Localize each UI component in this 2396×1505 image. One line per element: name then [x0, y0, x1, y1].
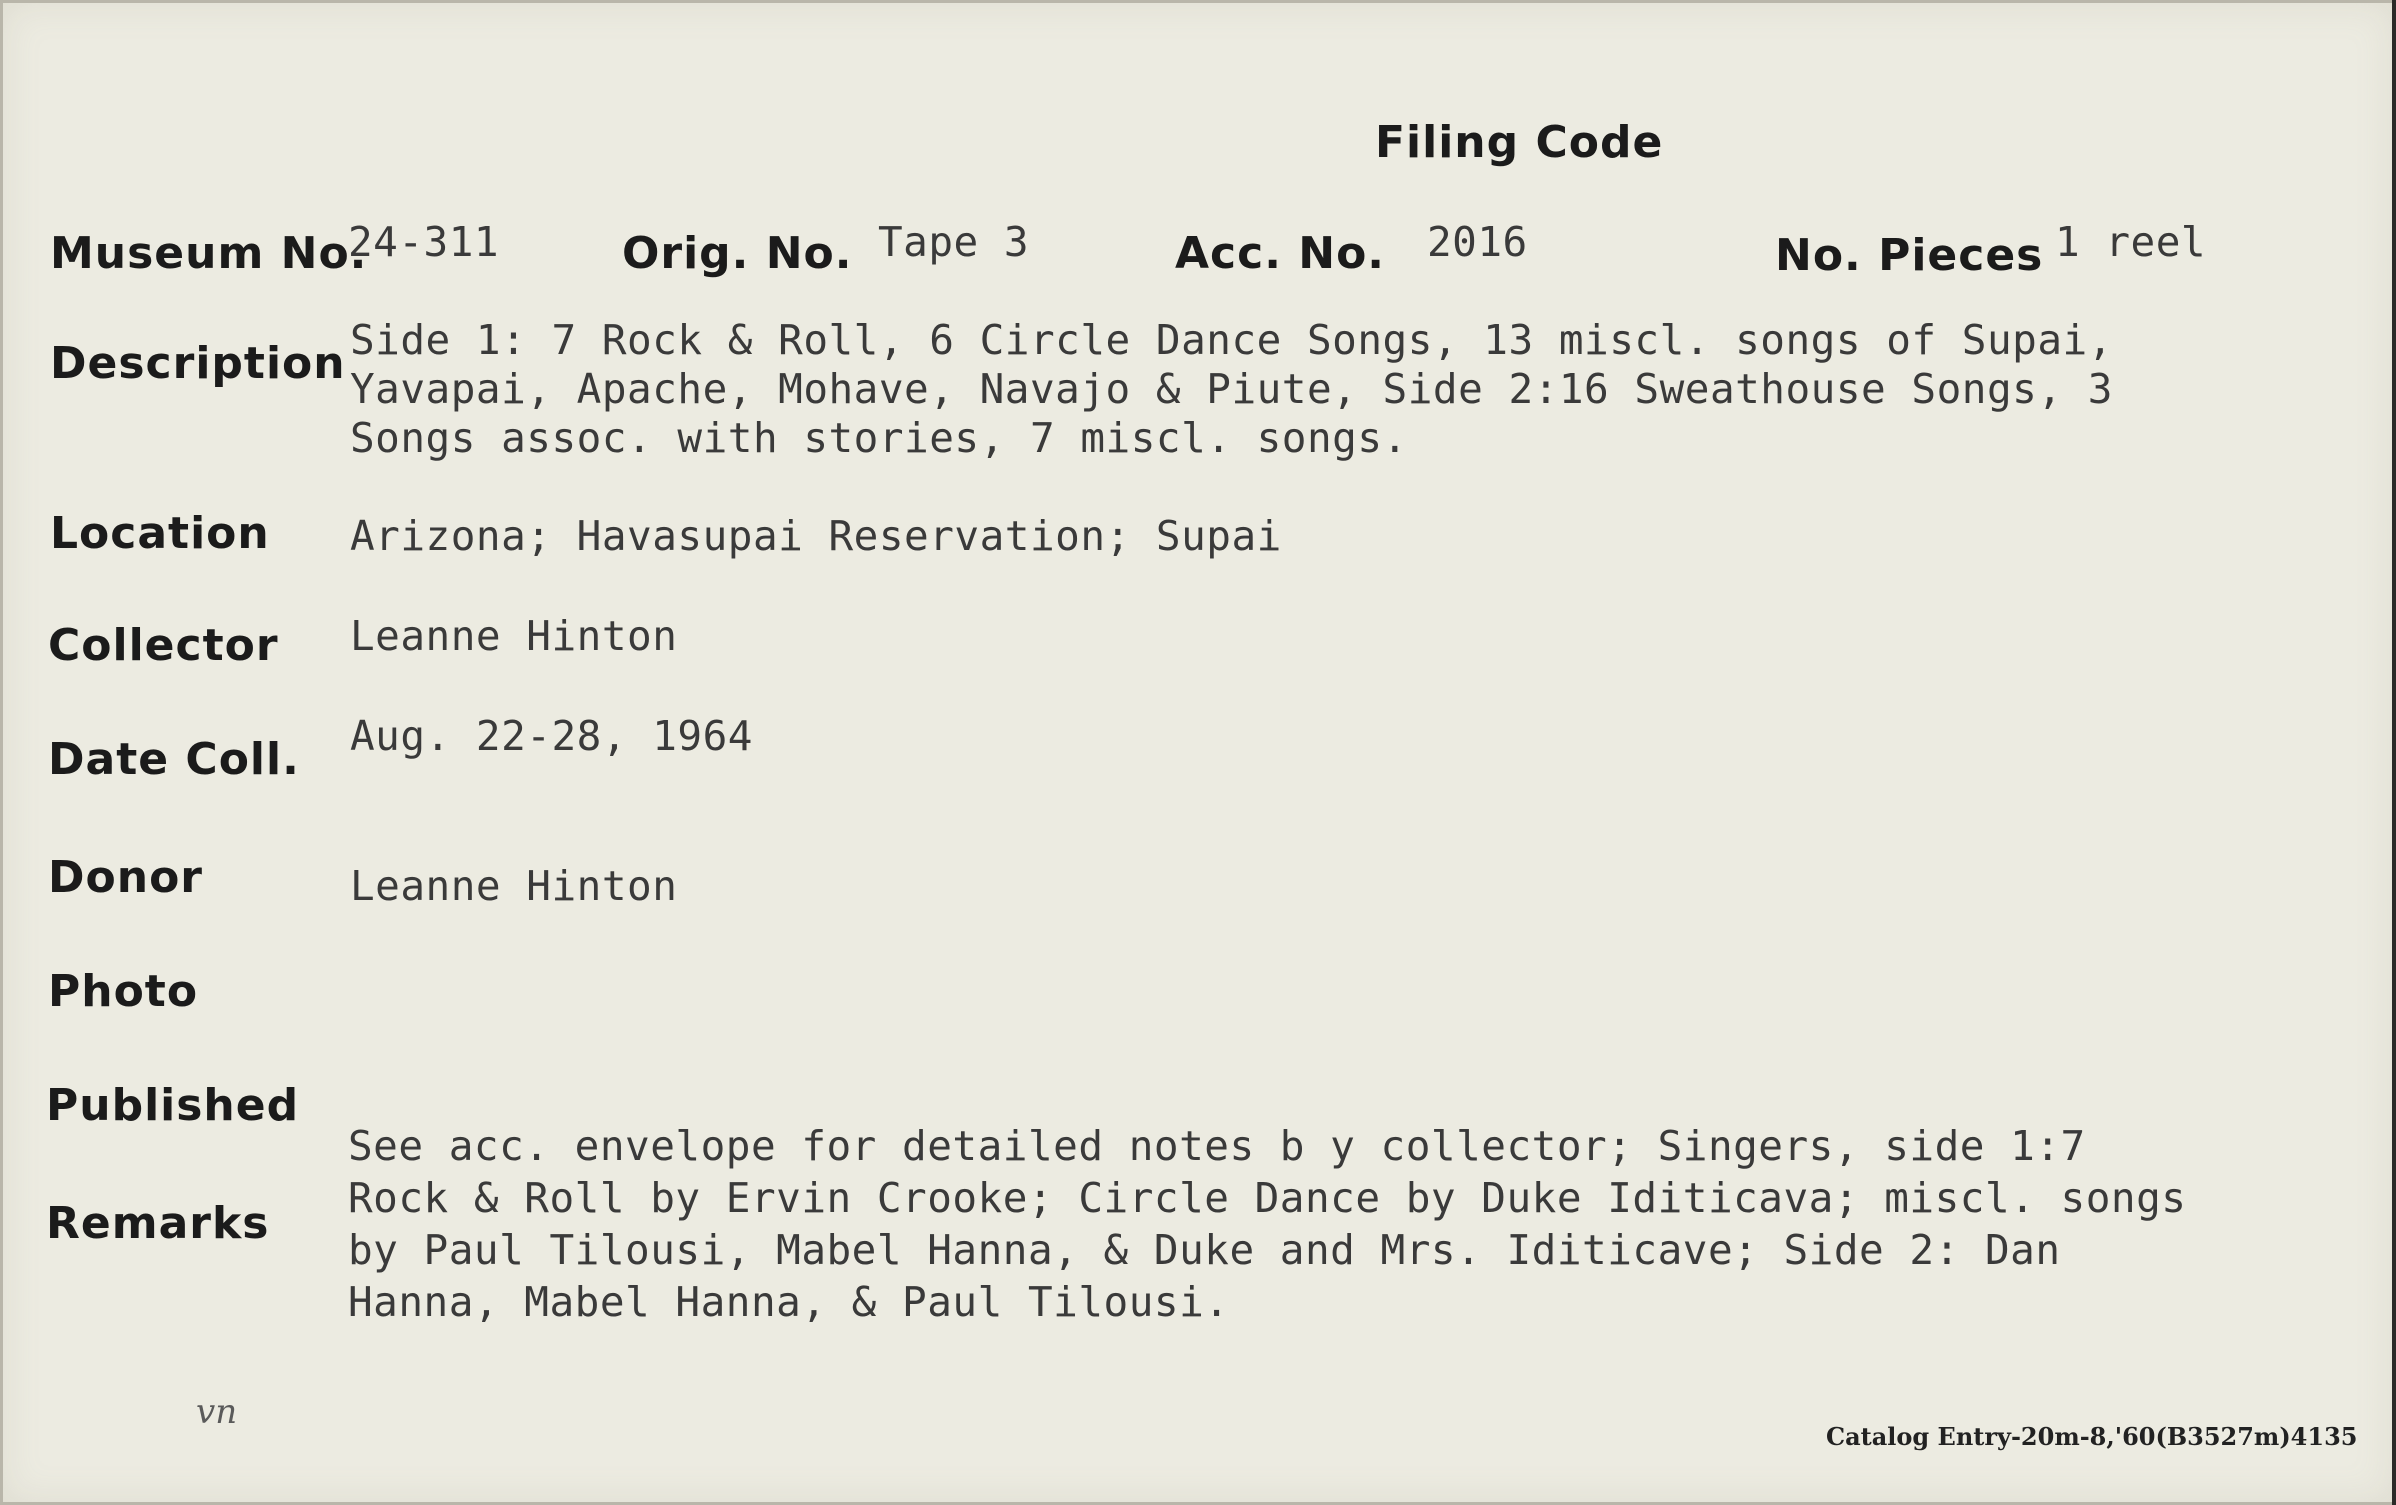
card-edge-shadow [2392, 0, 2396, 1505]
date-coll-label: Date Coll. [48, 734, 300, 785]
no-pieces-value: 1 reel [2055, 218, 2207, 266]
remarks-text [348, 1120, 2186, 1328]
museum-no-value: 24-311 [348, 218, 500, 266]
description-label: Description [50, 338, 346, 389]
acc-no-value: 2016 [1427, 218, 1528, 266]
orig-no-value: Tape 3 [878, 218, 1030, 266]
photo-label: Photo [48, 966, 199, 1017]
catalog-entry-imprint: Catalog Entry-20m-8,'60(B3527m)4135 [1826, 1422, 2358, 1451]
collector-value: Leanne Hinton [350, 612, 678, 660]
description-line: Songs assoc. with stories, 7 miscl. songs. [350, 414, 1408, 462]
donor-value: Leanne Hinton [350, 862, 678, 910]
acc-no-label: Acc. No. [1175, 228, 1386, 279]
location-value: Arizona; Havasupai Reservation; Supai [350, 512, 1282, 560]
filing-code-label: Filing Code [1375, 117, 1664, 168]
remarks-line: Hanna, Mabel Hanna, & Paul Tilousi. [348, 1278, 1230, 1326]
remarks-line: Rock & Roll by Ervin Crooke; Circle Dance by Duke Iditicava; miscl. songs [348, 1174, 2187, 1222]
donor-label: Donor [48, 852, 204, 903]
location-label: Location [50, 508, 270, 559]
remarks-line: See acc. envelope for detailed notes b y collector; Singers, side 1:7 [348, 1122, 2086, 1170]
no-pieces-label: No. Pieces [1775, 230, 2044, 281]
orig-no-label: Orig. No. [622, 228, 853, 279]
published-label: Published [46, 1080, 300, 1131]
description-line: Side 1: 7 Rock & Roll, 6 Circle Dance Songs, 13 miscl. songs of Supai, [350, 316, 2113, 364]
handwritten-initials: vn [196, 1392, 238, 1432]
collector-label: Collector [48, 620, 279, 671]
description-line: Yavapai, Apache, Mohave, Navajo & Piute, Side 2:16 Sweathouse Songs, 3 [350, 365, 2113, 413]
remarks-label: Remarks [46, 1198, 270, 1249]
date-coll-value: Aug. 22-28, 1964 [350, 712, 753, 760]
museum-no-label: Museum No. [50, 228, 368, 279]
remarks-line: by Paul Tilousi, Mabel Hanna, & Duke and Mrs. Iditicave; Side 2: Dan [348, 1226, 2061, 1274]
description-text [350, 316, 2113, 463]
